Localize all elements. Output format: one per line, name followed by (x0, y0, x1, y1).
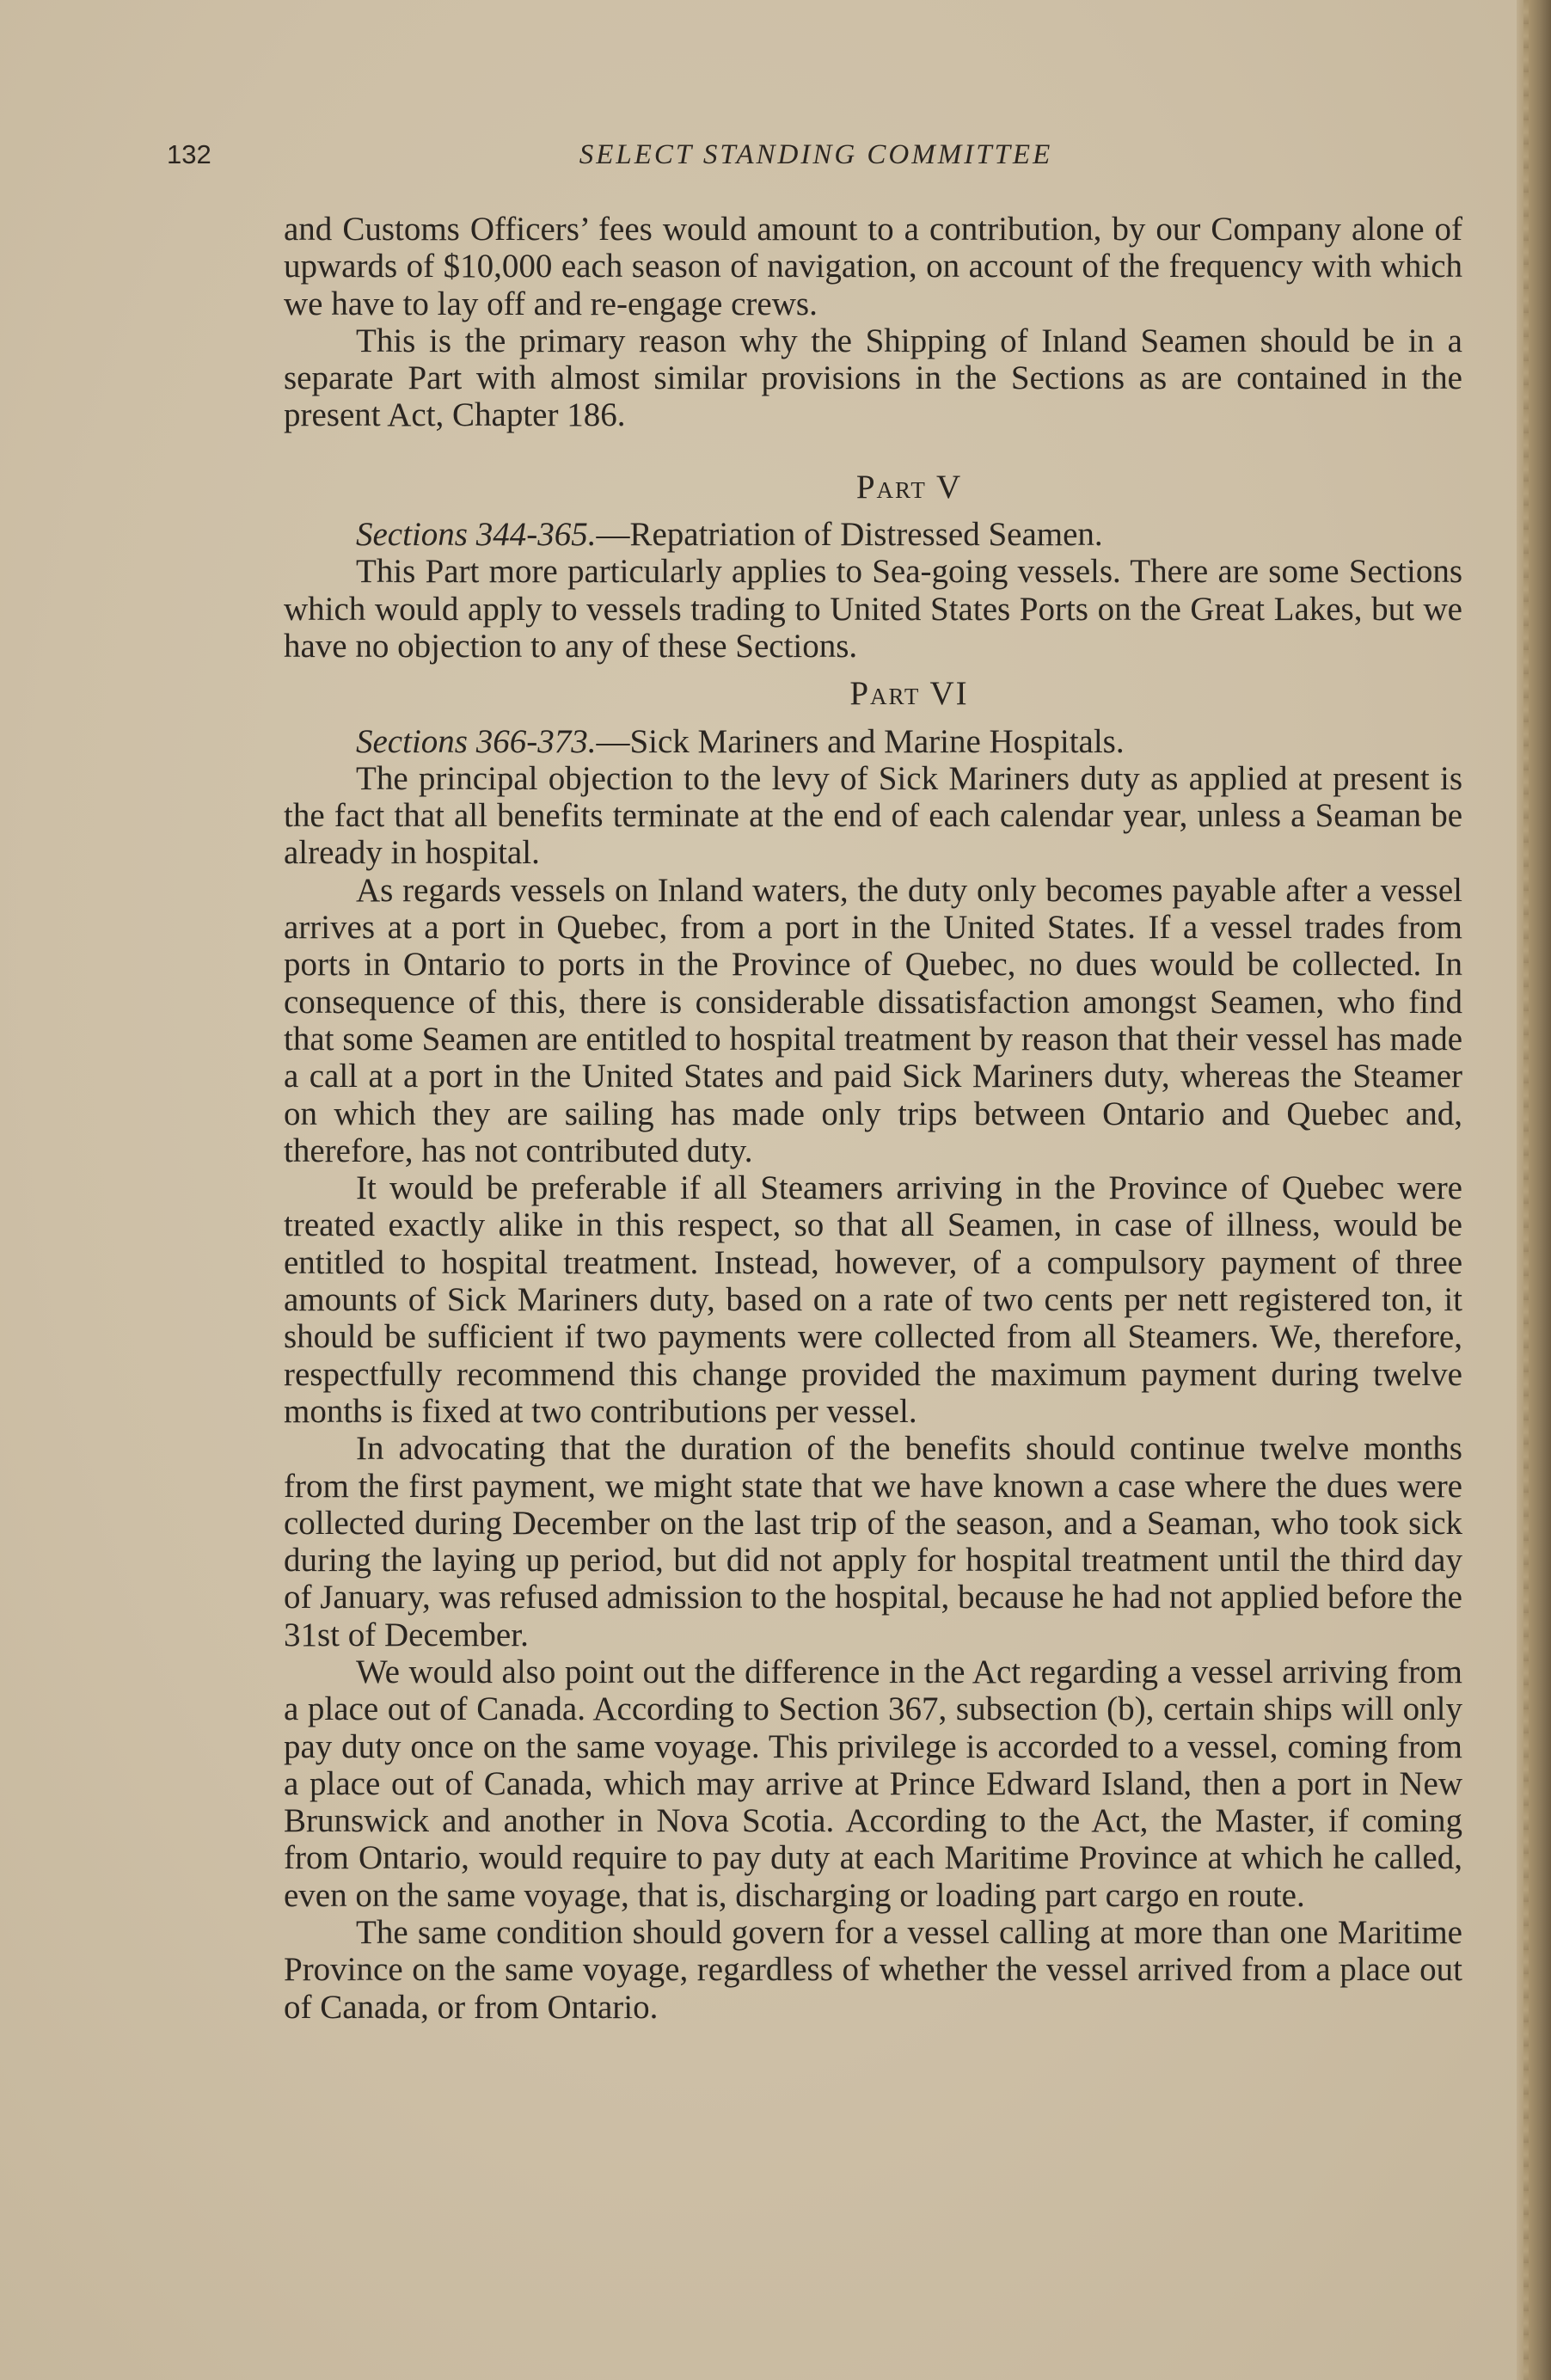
part-vi-section-ref: Sections 366-373. (356, 722, 597, 760)
body-text (284, 211, 1462, 2026)
part-v-paragraph: This Part more particularly applies to Sea-going vessels. There are some Sections which would apply to vessels trading to United States Ports on the Great Lakes, but we have no objection to any of these Sections. (284, 553, 1462, 665)
page-header (167, 139, 1465, 182)
page-edge-texture (1523, 0, 1529, 2380)
part-v-section-line (284, 516, 1462, 553)
page-number: 132 (167, 139, 212, 169)
part-vi-heading: Part VI (849, 675, 969, 713)
part-vi-paragraph-1: The principal objection to the levy of Sick Mariners duty as applied at present is the fact that all benefits terminate at the end of each calendar year, unless a Seaman be already in hospital. (284, 759, 1462, 872)
part-vi-paragraph-6: The same condition should govern for a vessel calling at more than one Maritime Province on the same voyage, regardless of whether the vessel arrived from a place out of Canada, or from Ontario. (284, 1914, 1462, 2026)
part-v-heading: Part V (855, 468, 963, 506)
part-v-section-ref: Sections 344-365. (356, 516, 597, 554)
part-vi-paragraph-3: It would be preferable if all Steamers arriving in the Province of Quebec were treated exactly alike in this respect, so that all Seamen, in case of illness, would be entitled to hospital treatment. Instead, however, of a compulsory payment of three amounts of Sick Mariners duty, based on a rate of two cents per nett registered ton, it should be sufficient if two payments were collected from all Steamers. We, therefore, respectfully recommend this change provided the maximum payment during twelve months is fixed at two contributions per vessel. (284, 1169, 1462, 1430)
part-vi-section-title: —Sick Mariners and Marine Hospitals. (596, 722, 1125, 760)
part-v-section-title: —Repatriation of Distressed Seamen. (596, 516, 1103, 554)
part-vi-paragraph-4: In advocating that the duration of the benefits should continue twelve months from the first payment, we might state that we have known a case where the dues were collected during December on the last trip of the season, and a Seaman, who took sick during the laying up period, but did not apply for hospital treatment until the third day of January, was refused admission to the hospital, because he had not applied before the 31st of December. (284, 1430, 1462, 1653)
paragraph-continued: and Customs Officers’ fees would amount to a contribution, by our Company alone of upwards of $10,000 each season of navigation, on account of the frequency with which we have to lay off and re-engage crews. (284, 211, 1462, 322)
page-edge-shadow (1517, 0, 1551, 2380)
part-vi-paragraph-5: We would also point out the difference in the Act regarding a vessel arriving from a place out of Canada. According to Section 367, subsection (b), certain ships will only pay duty once on the same voyage. This privilege is accorded to a vessel, coming from a place out of Canada, which may arrive at Prince Edward Island, then a port in New Brunswick and another in Nova Scotia. According to the Act, the Master, if coming from Ontario, would require to pay duty at each Maritime Province at which he called, even on the same voyage, that is, discharging or loading part cargo en route. (284, 1653, 1462, 1914)
part-vi-paragraph-2: As regards vessels on Inland waters, the duty only becomes payable after a vessel arrives at a port in Quebec, from a port in the United States. If a vessel trades from ports in Ontario to ports in the Province of Quebec, no dues would be collected. In consequence of this, there is considerable dissatisfaction amongst Seamen, who find that some Seamen are entitled to hospital treatment by reason that their vessel has made a call at a port in the United States and paid Sick Mariners duty, whereas the Steamer on which they are sailing has made only trips between Ontario and Quebec and, therefore, has not contributed duty. (284, 871, 1462, 1169)
paragraph-primary-reason: This is the primary reason why the Shipping of Inland Seamen should be in a separate Part with almost similar provisions in the Sections as are contained in the present Act, Chapter 186. (284, 322, 1462, 434)
part-vi-section-line (284, 723, 1462, 760)
running-head: SELECT STANDING COMMITTEE (579, 139, 1053, 170)
